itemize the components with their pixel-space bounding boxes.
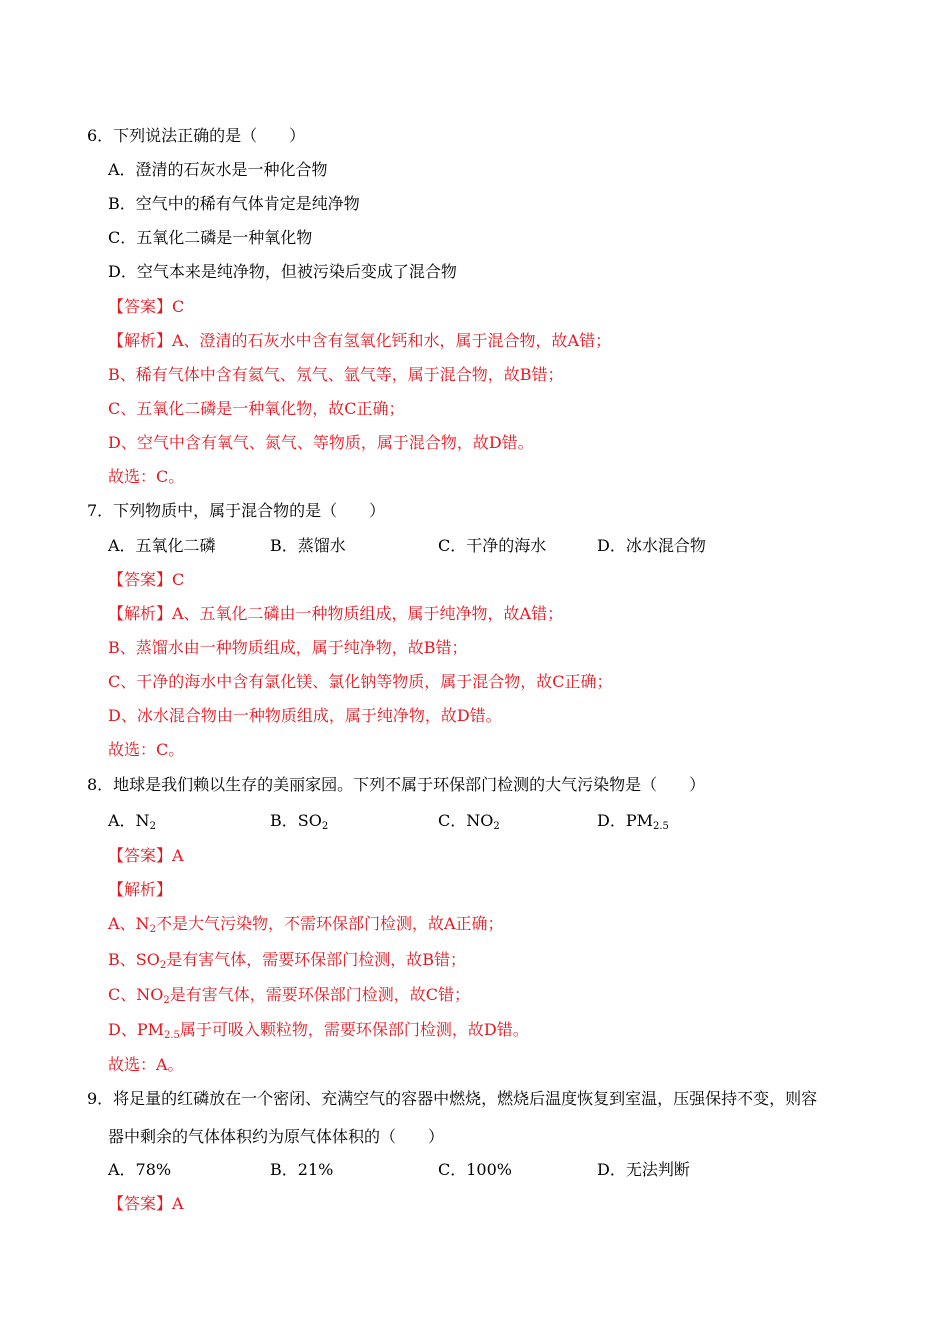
q8-analysis-title: 【解析】 [108, 880, 173, 899]
q8-conclusion: 故选：A。 [108, 1055, 184, 1074]
q6-analysis-a: 【解析】A、澄清的石灰水中含有氢氧化钙和水，属于混合物，故A错； [108, 331, 612, 350]
q6-option-b: B．空气中的稀有气体肯定是纯净物 [108, 194, 360, 213]
q9-option-d: D．无法判断 [597, 1160, 690, 1179]
q6-option-a: A．澄清的石灰水是一种化合物 [108, 160, 328, 179]
q7-option-a: A．五氧化二磷 [108, 536, 216, 555]
q8-analysis-c: C、$NO_2$是有害气体，需要环保部门检测，故C错； [108, 985, 470, 1006]
q8-analysis-d: D、$PM_{2.5}$属于可吸入颗粒物，需要环保部门检测，故D错。 [108, 1020, 529, 1041]
q8-analysis-b: B、$SO_2$是有害气体，需要环保部门检测，故B错； [108, 950, 466, 971]
q7-analysis-a: 【解析】A、五氧化二磷由一种物质组成，属于纯净物，故A错； [108, 604, 564, 623]
q6-option-c: C．五氧化二磷是一种氧化物 [108, 228, 313, 247]
q7-option-c: C．干净的海水 [438, 536, 547, 555]
q6-stem: 6．下列说法正确的是（ ） [87, 126, 306, 145]
q9-option-c: C．100% [438, 1160, 512, 1179]
q6-analysis-b: B、稀有气体中含有氦气、氖气、氩气等，属于混合物，故B错； [108, 365, 564, 384]
q9-option-b: B．21% [270, 1160, 334, 1179]
q6-answer: 【答案】C [108, 297, 185, 316]
q9-stem-line2: 器中剩余的气体体积约为原气体体积的（ ） [108, 1127, 445, 1146]
q7-answer: 【答案】C [108, 570, 185, 589]
q6-analysis-c: C、五氧化二磷是一种氧化物，故C正确； [108, 399, 405, 418]
q8-option-a: A．$N_2$ [108, 811, 156, 832]
q7-analysis-b: B、蒸馏水由一种物质组成，属于纯净物，故B错； [108, 638, 468, 657]
q7-analysis-d: D、冰水混合物由一种物质组成，属于纯净物，故D错。 [108, 706, 502, 725]
q8-option-b: B．$SO_2$ [270, 811, 329, 832]
q8-analysis-a: A、$N_2$不是大气污染物，不需环保部门检测，故A正确； [108, 914, 504, 935]
q8-option-d: D．$PM_{2.5}$ [597, 811, 669, 832]
q9-answer: 【答案】A [108, 1194, 184, 1213]
q7-analysis-c: C、干净的海水中含有氯化镁、氯化钠等物质，属于混合物，故C正确； [108, 672, 613, 691]
q9-stem-line1: 9．将足量的红磷放在一个密闭、充满空气的容器中燃烧，燃烧后温度恢复到室温，压强保持不变，则容 [87, 1089, 818, 1108]
q7-option-b: B．蒸馏水 [270, 536, 346, 555]
q8-stem: 8．地球是我们赖以生存的美丽家园。下列不属于环保部门检测的大气污染物是（ ） [87, 775, 706, 794]
q6-option-d: D．空气本来是纯净物，但被污染后变成了混合物 [108, 262, 457, 281]
q6-conclusion: 故选：C。 [108, 467, 185, 486]
q7-conclusion: 故选：C。 [108, 740, 185, 759]
q8-option-c: C．$NO_2$ [438, 811, 500, 832]
q7-option-d: D．冰水混合物 [597, 536, 706, 555]
q9-option-a: A．78% [108, 1160, 172, 1179]
q7-stem: 7．下列物质中，属于混合物的是（ ） [87, 501, 386, 520]
q6-analysis-d: D、空气中含有氧气、氮气、等物质，属于混合物，故D错。 [108, 433, 534, 452]
q8-answer: 【答案】A [108, 846, 184, 865]
